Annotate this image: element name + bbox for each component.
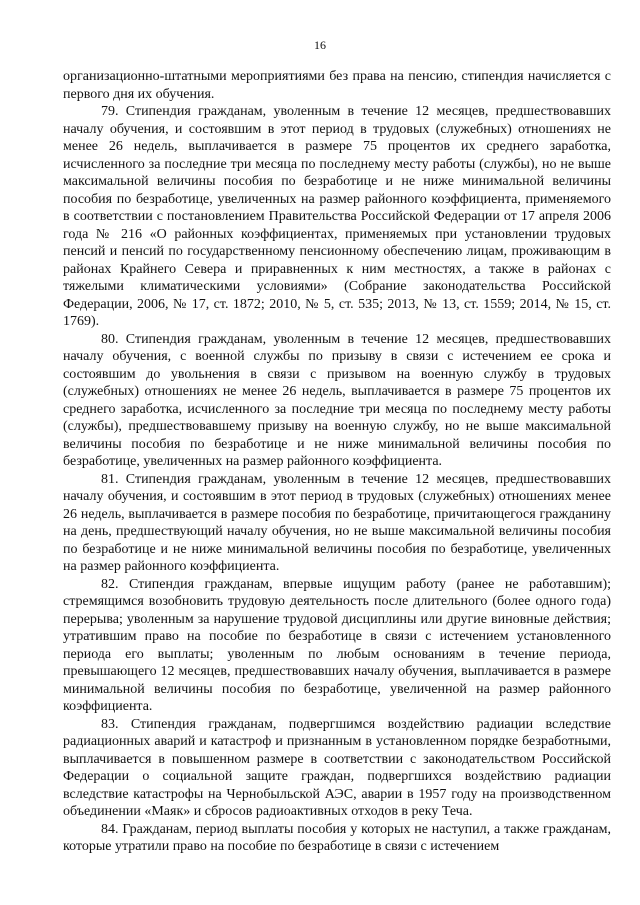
paragraph-82: 82. Стипендия гражданам, впервые ищущим работу (ранее не работавшим); стремящимся возобновить трудовую деятельность после длительного (более одного года) перерыва; уволенным за нарушение трудовой дисциплины или другие виновные действия; утратившим право на пособие по безработице в связи с истечением установленного периода его выплаты; уволенным по любым основаниям в течение периода, превышающего 12 месяцев, предшествовавших началу обучения, выплачивается в размере минимальной величины пособия по безработице, увеличенной на размер районного коэффициента. (63, 576, 611, 714)
paragraph-83: 83. Стипендия гражданам, подвергшимся воздействию радиации вследствие радиационных аварий и катастроф и признанным в установленном порядке безработными, выплачивается в повышенном размере в соответствии с законодательством Российской Федерации о социальной защите граждан, подвергшихся воздействию радиации вследствие катастрофы на Чернобыльской АЭС, аварии в 1957 году на производственном объединении «Маяк» и сбросов радиоактивных отходов в реку Теча. (63, 716, 611, 819)
paragraph-79: 79. Стипендия гражданам, уволенным в течение 12 месяцев, предшествовавших началу обучения, и состоявшим в этот период в трудовых (служебных) отношениях не менее 26 недель, выплачивается в размере 75 процентов их среднего заработка, исчисленного за последние три месяца по последнему месту работы (службы), но не выше максимальной величины пособия по безработице и не ниже минимальной величины пособия по безработице, увеличенных на размер районного коэффициента, применяемого в соответствии с постановлением Правительства Российской Федерации от 17 апреля 2006 года № 216 «О районных коэффициентах, применяемых при установлении трудовых пенсий и пенсий по государственному пенсионному обеспечению лицам, проживающим в районах Крайнего Севера и приравненных к ним местностях, а также в районах с тяжелыми климатическими условиями» (Собрание законодательства Российской Федерации, 2006, № 17, ст. 1872; 2010, № 5, ст. 535; 2013, № 13, ст. 1559; 2014, № 15, ст. 1769). (63, 104, 611, 329)
page-number: 16 (314, 38, 326, 52)
paragraph-continuation: организационно-штатными мероприятиями без права на пенсию, стипендия начисляется с первого дня их обучения. (63, 69, 611, 102)
paragraph-80: 80. Стипендия гражданам, уволенным в течение 12 месяцев, предшествовавших началу обучения, с военной службы по призыву в связи с истечением ее срока и состоявшим до увольнения в связи с призывом на военную службу в трудовых (служебных) отношениях не менее 26 недель, выплачивается в размере 75 процентов их среднего заработка, исчисленного за последние три месяца по последнему месту работы (службы), предшествовавшему призыву на военную службу, но не выше максимальной величины пособия по безработице и не ниже минимальной величины пособия по безработице, увеличенных на размер районного коэффициента. (63, 331, 611, 469)
document-body (63, 68, 611, 856)
paragraph-81: 81. Стипендия гражданам, уволенным в течение 12 месяцев, предшествовавших началу обучения, и состоявшим в этот период в трудовых (служебных) отношениях менее 26 недель, выплачивается в размере пособия по безработице, причитающегося гражданину на день, предшествующий началу обучения, но не выше максимальной величины пособия по безработице и не ниже минимальной величины пособия по безработице, увеличенных на размер районного коэффициента. (63, 471, 611, 574)
paragraph-84: 84. Гражданам, период выплаты пособия у которых не наступил, а также гражданам, которые утратили право на пособие по безработице в связи с истечением (63, 821, 611, 854)
